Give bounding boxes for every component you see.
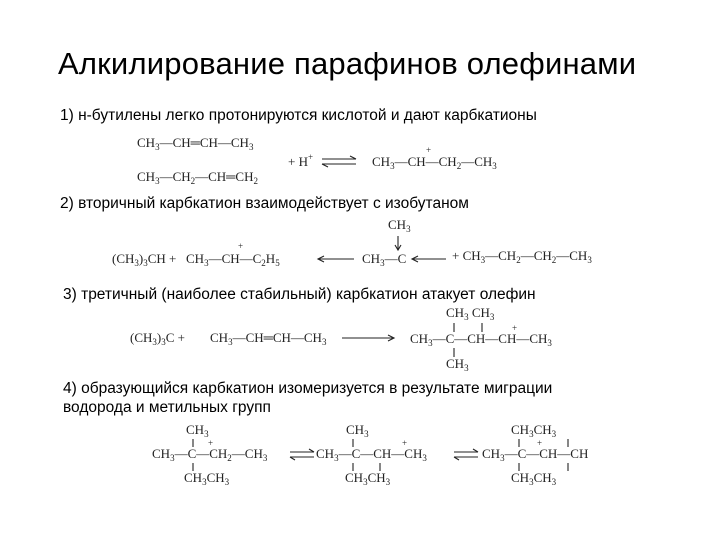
step-2-text: 2) вторичный карбкатион взаимодействует с изобутаном [60,195,469,212]
charge-plus-3: + [512,323,518,333]
formula-branch-top-3: $CH_3$ $CH_3$ [446,305,495,322]
step-3-text: 3) третичный (наиболее стабильный) карбкатион атакует олефин [63,286,536,303]
formula-s3-bottom: $CH_3CH_3$ [511,470,557,487]
formula-s3-top: $CH_3CH_3$ [511,422,557,439]
equation-2 [112,217,592,268]
charge-plus-1: + [426,145,432,155]
step-4-line-2: водорода и метильных групп [63,399,271,416]
equilibrium-arrow-4b [454,449,478,460]
formula-species-2: $CH_3—C—CH—CH_3$ [316,446,427,463]
equation-3 [130,305,552,373]
formula-sec-butyl-cation-2: $CH_3—CH—C_2H_5$ [186,251,280,268]
step-1-text: 1) н-бутилены легко протонируются кислотой и дают карбкатионы [60,107,537,124]
formula-s1-top: $CH_3$ [186,422,209,439]
formula-branch-bottom-3: $CH_3$ [446,356,469,373]
formula-s2-top: $CH_3$ [346,422,369,439]
charge-plus-4a: + [208,438,214,448]
equilibrium-arrow-4a [290,449,314,460]
formula-2-butene: $CH_3—CH═CH—CH_3$ [137,135,254,152]
equation-1 [137,135,497,186]
migration-arrow [395,236,401,250]
charge-plus-2: + [238,241,244,251]
formula-1-butene: $CH_3—CH_2—CH═CH_2$ [137,169,258,186]
formula-n-butane: + $CH_3—CH_2—CH_2—CH_3$ [452,248,592,265]
equation-4 [152,422,588,487]
charge-plus-4c: + [537,438,543,448]
step-4-line-1: 4) образующийся карбкатион изомеризуется в результате миграции [63,380,553,397]
formula-methyl-top: $CH_3$ [388,217,411,234]
formula-product-cation-3: $CH_3—C—CH—CH—CH_3$ [410,331,552,348]
formula-tert-butyl-cation-3: $(CH_3)_3C$ + [130,330,185,347]
reaction-arrow-4 [342,335,394,341]
formula-2-butene-3: $CH_3—CH═CH—CH_3$ [210,330,327,347]
reaction-arrow-3 [412,256,446,262]
slide-title: Алкилирование парафинов олефинами [58,46,637,81]
formula-proton: + H+ [288,152,314,169]
formula-isobutane: $(CH_3)_3CH$ + [112,251,177,268]
equilibrium-arrow-1 [322,156,356,167]
reaction-arrow-2 [318,256,354,262]
formula-s2-bottom: $CH_3CH_3$ [345,470,391,487]
formula-tert-butyl-cation: $CH_3—C$ [362,251,407,268]
formula-s1-bottom: $CH_3CH_3$ [184,470,230,487]
charge-plus-4b: + [402,438,408,448]
formula-species-1: $CH_3—C—CH_2—CH_3$ [152,446,268,463]
formula-sec-butyl-cation: $CH_3—CH—CH_2—CH_3$ [372,154,497,171]
formula-species-3: $CH_3—C—CH—CH$ [482,446,589,463]
